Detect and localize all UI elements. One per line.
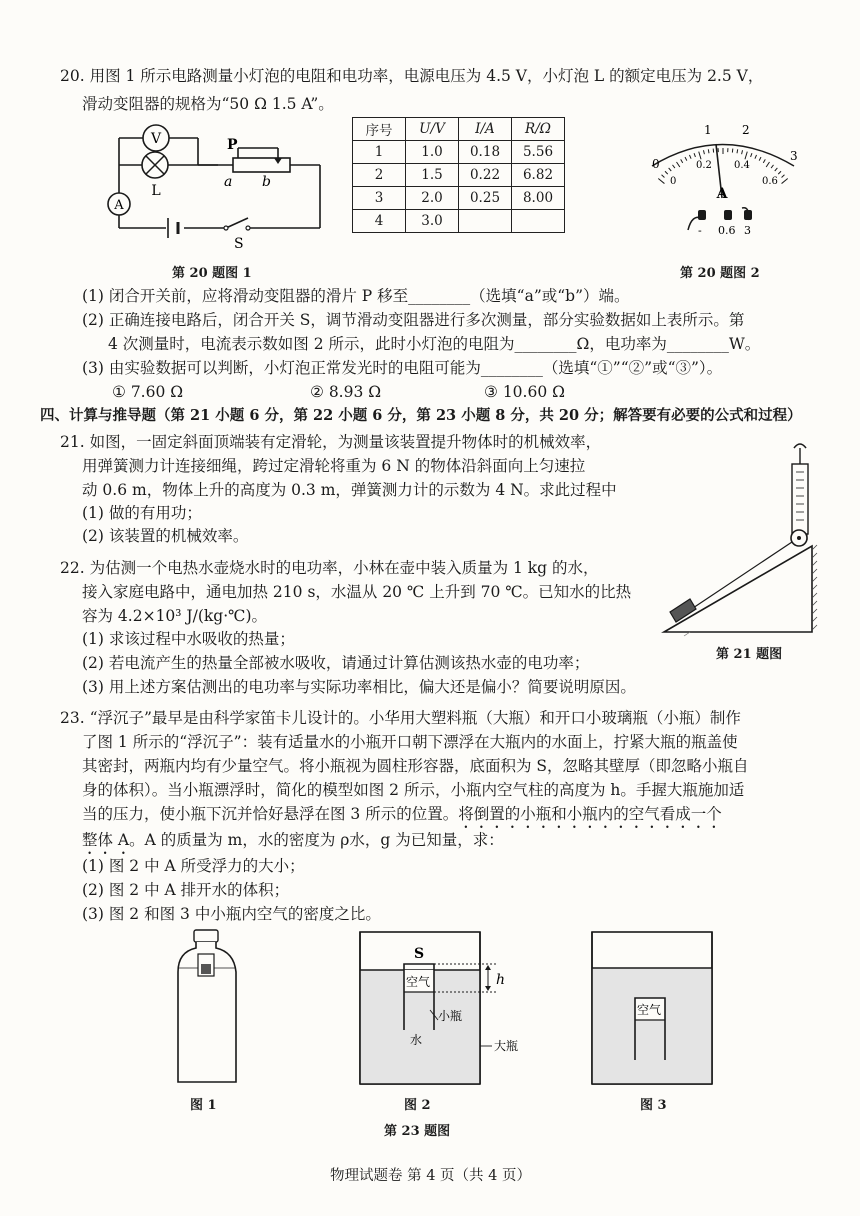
q21-incline-diagram bbox=[660, 440, 820, 640]
table-cell: 0.25 bbox=[459, 187, 512, 210]
q23-stem-line5-a: 当的压力，使小瓶下沉并恰好悬浮在图 3 所示的位置。 bbox=[82, 805, 459, 823]
lamp-label: L bbox=[151, 183, 161, 199]
table-cell: 3.0 bbox=[406, 210, 459, 233]
dial-tick bbox=[699, 152, 701, 160]
dial-tick bbox=[708, 149, 709, 153]
table-cell: 2 bbox=[353, 164, 406, 187]
table-cell: 0.18 bbox=[459, 141, 512, 164]
dial-unit: A bbox=[716, 186, 728, 202]
voltmeter-label: V bbox=[150, 131, 162, 147]
dial-top-label: 2 bbox=[742, 123, 750, 137]
dial-tick bbox=[694, 153, 695, 157]
section-4-heading: 四、计算与推导题（第 21 小题 6 分，第 22 小题 6 分，第 23 小题 8 分，共 20 分；解答要有必要的公式和过程） bbox=[40, 407, 802, 424]
dial-tick bbox=[658, 178, 664, 183]
table-header-row bbox=[353, 118, 565, 141]
table-cell: 4 bbox=[353, 210, 406, 233]
q23-part2: (2) 图 2 中 A 排开水的体积； bbox=[82, 881, 290, 899]
q20-ammeter-dial bbox=[638, 118, 808, 246]
q20-option-1: ① 7.60 Ω bbox=[112, 383, 184, 401]
q20-circuit-diagram bbox=[98, 118, 334, 260]
dial-tick bbox=[685, 157, 687, 161]
q22-part1: (1) 求该过程中水吸收的热量； bbox=[82, 630, 295, 648]
dial-top-label: 1 bbox=[704, 123, 712, 137]
slider-p-label: P bbox=[227, 137, 238, 153]
q23-stem-line6 bbox=[82, 830, 504, 858]
dial-tick bbox=[763, 159, 765, 162]
q21-part1: (1) 做的有用功； bbox=[82, 504, 202, 522]
s-label: S bbox=[414, 946, 425, 962]
table-cell: 3 bbox=[353, 187, 406, 210]
dial-tick bbox=[669, 168, 672, 171]
q23-part3: (3) 图 2 和图 3 中小瓶内空气的密度之比。 bbox=[82, 905, 381, 923]
q20-part2-line2: 4 次测量时，电流表示数如图 2 所示，此时小灯泡的电阻为________Ω，电功率为________W。 bbox=[108, 335, 761, 353]
table-cell: 8.00 bbox=[512, 187, 565, 210]
dial-tick bbox=[665, 171, 668, 174]
q23-stem-line6-b: 。A 的质量为 m，水的密度为 ρ水，g 为已知量，求： bbox=[129, 831, 504, 849]
q22-stem-line2: 接入家庭电路中，通电加热 210 s，水温从 20 ℃ 上升到 70 ℃。已知水的比热 bbox=[82, 583, 632, 601]
table-cell: 5.56 bbox=[512, 141, 565, 164]
terminal-label: 0.6 bbox=[718, 224, 736, 237]
q23-fig1-caption: 图 1 bbox=[190, 1098, 217, 1113]
q23-stem-line5-emphasis: 将倒置的小瓶和小瓶内的空气看成一个 bbox=[458, 805, 722, 823]
q20-part3: (3) 由实验数据可以判断，小灯泡正常发光时的电阻可能为________（选填“①”“②”或“③”）。 bbox=[82, 359, 723, 377]
table-row bbox=[353, 210, 565, 233]
q20-option-2: ② 8.93 Ω bbox=[310, 383, 382, 401]
air-label: 空气 bbox=[406, 975, 431, 989]
q22-part3: (3) 用上述方案估测出的电功率与实际功率相比，偏大还是偏小？简要说明原因。 bbox=[82, 678, 636, 696]
q23-fig3-caption: 图 3 bbox=[640, 1098, 667, 1113]
terminal-label: - bbox=[698, 224, 702, 237]
q23-stem-line1: 23. “浮沉子”最早是由科学家笛卡儿设计的。小华用大塑料瓶（大瓶）和开口小玻璃瓶（小瓶）制作 bbox=[60, 709, 741, 727]
table-header: R/Ω bbox=[512, 118, 565, 141]
dial-tick bbox=[662, 175, 665, 178]
q23-fig2-caption: 图 2 bbox=[404, 1098, 431, 1113]
dial-tick bbox=[771, 165, 773, 168]
ammeter-label: A bbox=[114, 198, 124, 213]
q20-part2-line1: (2) 正确连接电路后，闭合开关 S，调节滑动变阻器进行多次测量，部分实验数据如上表所示。第 bbox=[82, 311, 745, 329]
q21-stem-line2: 用弹簧测力计连接细绳，跨过定滑轮将重为 6 N 的物体沿斜面向上匀速拉 bbox=[82, 457, 586, 475]
dial-tick bbox=[778, 171, 781, 174]
dial-tick bbox=[737, 149, 738, 153]
dial-tick bbox=[766, 162, 769, 167]
table-cell: 6.82 bbox=[512, 164, 565, 187]
table-cell: 1.5 bbox=[406, 164, 459, 187]
dial-tick bbox=[782, 175, 785, 178]
q23-stem-line6-emphasis: 整体 A bbox=[82, 831, 130, 849]
terminal-a-label: a bbox=[224, 174, 233, 190]
q20-stem-line1: 20. 用图 1 所示电路测量小灯泡的电阻和电功率，电源电压为 4.5 V，小灯泡 L 的额定电压为 2.5 V， bbox=[60, 67, 764, 85]
dial-bottom-label: 0.2 bbox=[696, 160, 712, 171]
table-row bbox=[353, 187, 565, 210]
table-header: U/V bbox=[406, 118, 459, 141]
q21-stem-line3: 动 0.6 m，物体上升的高度为 0.3 m，弹簧测力计的示数为 4 N。求此过程中 bbox=[82, 481, 617, 499]
q20-part1: (1) 闭合开关前，应将滑动变阻器的滑片 P 移至________（选填“a”或“b”）端。 bbox=[82, 287, 630, 305]
spring-scale bbox=[792, 464, 808, 534]
q21-figure-caption: 第 21 题图 bbox=[716, 647, 783, 662]
page-footer: 物理试题卷 第 4 页（共 4 页） bbox=[330, 1168, 531, 1184]
terminal-b-label: b bbox=[262, 174, 271, 190]
dial-top-label: 0 bbox=[652, 157, 660, 171]
dial-tick bbox=[677, 162, 680, 167]
table-row bbox=[353, 141, 565, 164]
dial-tick bbox=[672, 165, 674, 168]
q20-data-table bbox=[352, 117, 565, 233]
dial-tick bbox=[782, 178, 788, 183]
h-label: h bbox=[496, 972, 506, 988]
q23-fig2-model bbox=[344, 928, 554, 1090]
table-cell: 1.0 bbox=[406, 141, 459, 164]
table-header: I/A bbox=[459, 118, 512, 141]
air-label: 空气 bbox=[637, 1003, 662, 1017]
q20-figure2-caption: 第 20 题图 2 bbox=[680, 266, 760, 281]
q23-stem-line3: 其密封，两瓶内均有少量空气。将小瓶视为圆柱形容器，底面积为 S，忽略其壁厚（即忽略小瓶自 bbox=[82, 757, 749, 775]
dial-tick bbox=[703, 150, 704, 154]
big-bottle-label: 大瓶 bbox=[494, 1039, 519, 1053]
water-label: 水 bbox=[410, 1033, 423, 1047]
table-cell bbox=[459, 210, 512, 233]
dial-tick bbox=[759, 157, 761, 161]
q22-stem-line3: 容为 4.2×10³ J/(kg·℃)。 bbox=[82, 607, 268, 625]
table-cell: 1 bbox=[353, 141, 406, 164]
q21-part2: (2) 该装置的机械效率。 bbox=[82, 527, 249, 545]
dial-tick bbox=[755, 155, 757, 159]
dial-tick bbox=[681, 159, 683, 162]
table-cell bbox=[512, 210, 565, 233]
table-cell: 2.0 bbox=[406, 187, 459, 210]
dial-tick bbox=[689, 155, 691, 159]
q23-stem-line2: 了图 1 所示的“浮沉子”：装有适量水的小瓶开口朝下漂浮在大瓶内的水面上，拧紧大瓶的瓶盖使 bbox=[82, 733, 738, 751]
q23-stem-line5 bbox=[82, 804, 722, 832]
table-row bbox=[353, 164, 565, 187]
small-bottle-label: 小瓶 bbox=[438, 1009, 463, 1023]
dial-tick bbox=[751, 153, 752, 157]
dial-tick bbox=[745, 152, 747, 160]
q22-part2: (2) 若电流产生的热量全部被水吸收，请通过计算估测该热水壶的电功率； bbox=[82, 654, 590, 672]
switch-s-label: S bbox=[234, 236, 244, 252]
dial-bottom-label: 0.4 bbox=[734, 160, 750, 171]
terminal-label: 3 bbox=[744, 224, 751, 237]
dial-bottom-label: 0.6 bbox=[762, 176, 778, 187]
dial-bottom-label: 0 bbox=[670, 176, 677, 187]
table-cell: 0.22 bbox=[459, 164, 512, 187]
q20-stem-line2: 滑动变阻器的规格为“50 Ω 1.5 A”。 bbox=[82, 95, 334, 113]
q20-figure1-caption: 第 20 题图 1 bbox=[172, 266, 252, 281]
dial-tick bbox=[742, 150, 743, 154]
q22-stem-line1: 22. 为估测一个电热水壶烧水时的电功率，小林在壶中装入质量为 1 kg 的水， bbox=[60, 559, 599, 577]
table-header: 序号 bbox=[353, 118, 406, 141]
dial-top-label: 3 bbox=[790, 149, 798, 163]
q21-stem-line1: 21. 如图，一固定斜面顶端装有定滑轮，为测量该装置提升物体时的机械效率， bbox=[60, 433, 602, 451]
q23-fig3-model bbox=[588, 930, 718, 1090]
q20-option-3: ③ 10.60 Ω bbox=[484, 383, 565, 401]
q23-figure-caption: 第 23 题图 bbox=[384, 1124, 451, 1139]
bottle-cap bbox=[194, 930, 218, 942]
q23-stem-line4: 身的体积）。当小瓶漂浮时，简化的模型如图 2 所示，小瓶内空气柱的高度为 h。手握大瓶施加适 bbox=[82, 781, 745, 799]
dial-tick bbox=[775, 168, 778, 171]
q23-fig1-bottle bbox=[172, 928, 242, 1088]
q23-part1: (1) 图 2 中 A 所受浮力的大小； bbox=[82, 857, 305, 875]
